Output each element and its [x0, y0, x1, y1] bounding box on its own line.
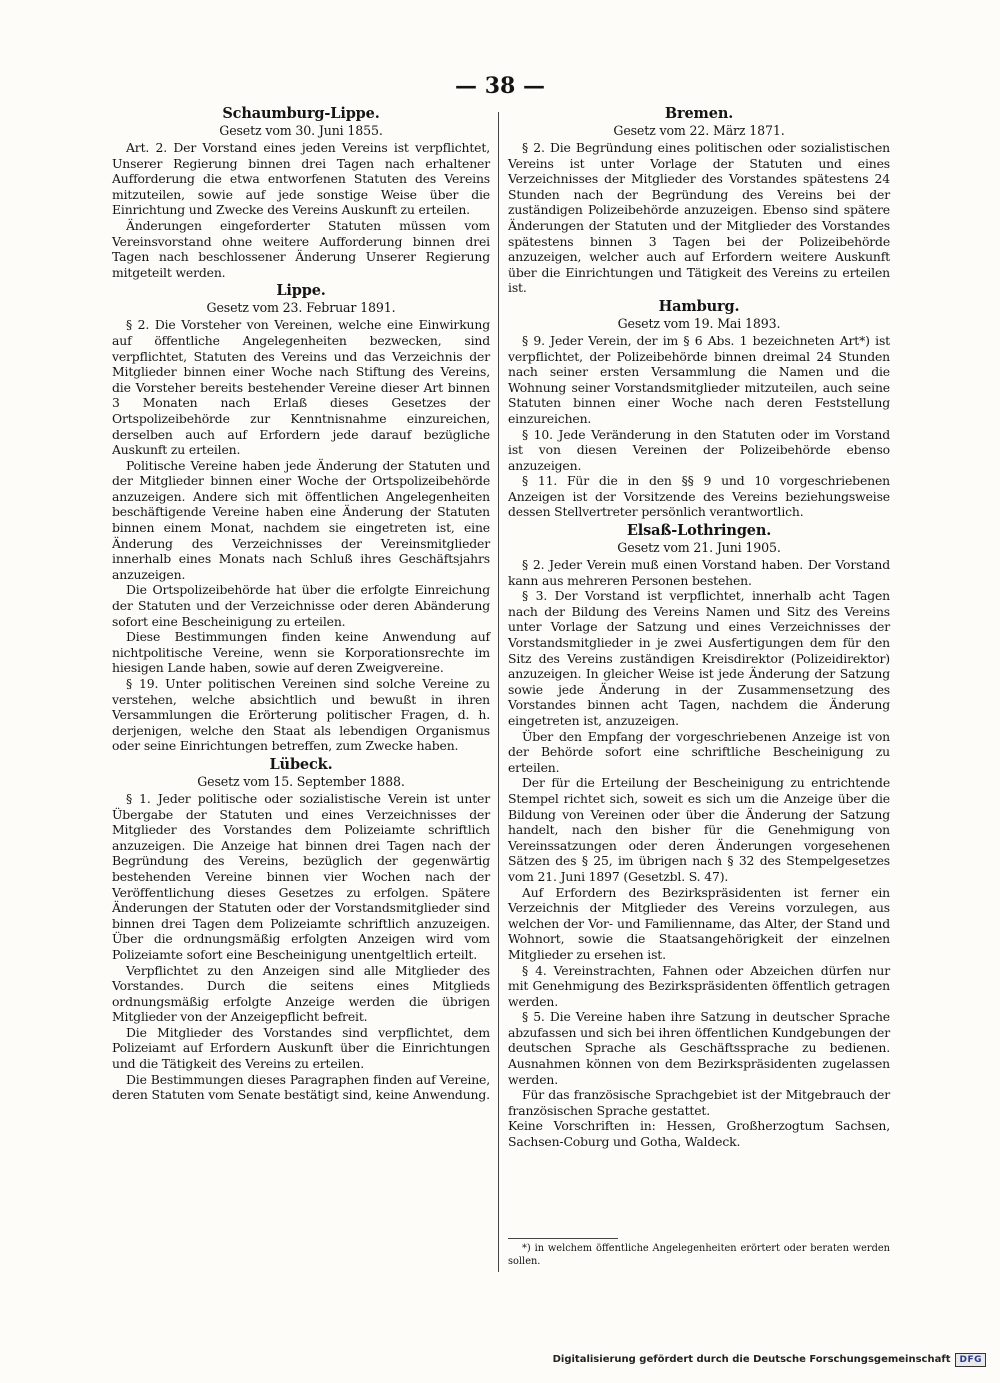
right-column: [508, 103, 890, 1150]
law-reference: Gesetz vom 22. März 1871.: [613, 123, 785, 138]
law-reference: Gesetz vom 21. Juni 1905.: [617, 540, 781, 556]
law-reference: Gesetz vom 23. Februar 1891.: [206, 300, 396, 316]
section-bremen: [508, 105, 890, 296]
law-reference: Gesetz vom 15. September 1888.: [197, 773, 405, 789]
paragraph: Politische Vereine haben jede Änderung der Statuten und der Mitglieder binnen einer Woche der Ortspolizeibehörde anzuzeigen. Andere sich mit öffentlichen Angelegenheiten beschäftigende Vereine haben eine Änderung der Statuten binnen einem Monat, nachdem sie eingetreten ist, eine Änderung des Verzeichnisses der Vereinsmitglieder innerhalb eines Monats nach Schluß ihres Geschäftsjahrs anzuzeigen.: [112, 457, 490, 582]
dfg-logo-icon: [955, 1354, 986, 1365]
section-title: Hamburg.: [658, 297, 740, 315]
paragraph: Die Mitglieder des Vorstandes sind verpflichtet, dem Polizeiamt auf Erfordern Auskunft über die Einrichtungen und die Tätigkeit des Vereins zu erteilen.: [112, 1024, 490, 1072]
paragraph: § 5. Die Vereine haben ihre Satzung in deutscher Sprache abzufassen und sich bei ihren öffentlichen Kundgebungen der deutschen Sprache als Geschäftssprache zu bedienen. Ausnahmen können von dem Bezirkspräsidenten zugelassen werden.: [508, 1009, 890, 1087]
paragraph: § 2. Jeder Verein muß einen Vorstand haben. Der Vorstand kann aus mehreren Personen bestehen.: [508, 557, 890, 588]
paragraph: Verpflichtet zu den Anzeigen sind alle Mitglieder des Vorstandes. Durch die seitens eines Mitglieds ordnungsmäßig erfolgte Anzeige werden die übrigen Mitglieder von der Anzeigepflicht befreit.: [112, 962, 490, 1025]
paragraph: § 3. Der Vorstand ist verpflichtet, innerhalb acht Tagen nach der Bildung des Vereins Namen und Sitz des Vereins unter Vorlage der Satzung und eines Verzeichnisses der Vorstandsmitglieder in je zwei Ausfertigungen dem für den Sitz des Vereins zuständigen Kreisdirektor (Polizeidirektor) anzuzeigen. In gleicher Weise ist jede Änderung der Satzung sowie jede Änderung in der Zusammensetzung des Vorstandes binnen acht Tagen, nachdem die Änderung eingetreten ist, anzuzeigen.: [508, 588, 890, 728]
credit-text: Digitalisierung gefördert durch die Deutsche Forschungsgemeinschaft: [552, 1354, 951, 1365]
law-reference: Gesetz vom 19. Mai 1893.: [617, 315, 781, 331]
paragraph: § 11. Für die in den §§ 9 und 10 vorgeschriebenen Anzeigen ist der Vorsitzende des Vereins beziehungsweise dessen Stellvertreter persönlich verantwortlich.: [508, 473, 890, 520]
section-hamburg: [508, 298, 890, 520]
section-luebeck: [112, 756, 490, 1103]
page-number: — 38 —: [455, 73, 545, 99]
section-title: Lippe.: [276, 282, 326, 300]
paragraph: § 19. Unter politischen Vereinen sind solche Vereine zu verstehen, welche absichtlich und bewußt in ihren Versammlungen die Erörterung politischer Fragen, d. h. derjenigen, welche den Staat als lebendigen Organismus oder seine Einrichtungen betreffen, zum Zwecke haben.: [112, 676, 490, 754]
footnote-rule: [508, 1238, 618, 1239]
paragraph: Diese Bestimmungen finden keine Anwendung auf nichtpolitische Vereine, wenn sie Korporationsrechte im hiesigen Lande haben, sowie auf deren Zweigvereine.: [112, 629, 490, 676]
paragraph: Die Ortspolizeibehörde hat über die erfolgte Einreichung der Statuten und der Verzeichnisse oder deren Abänderung sofort eine Bescheinigung zu erteilen.: [112, 582, 490, 629]
paragraph: Über den Empfang der vorgeschriebenen Anzeige ist von der Behörde sofort eine schriftliche Bescheinigung zu erteilen.: [508, 728, 890, 775]
paragraph: § 1. Jeder politische oder sozialistische Verein ist unter Übergabe der Statuten und eines Verzeichnisses der Mitglieder des Vorstandes dem Polizeiamte schriftlich anzuzeigen. Die Anzeige hat binnen drei Tagen nach der Begründung des Vereins, bezüglich der gegenwärtig bestehenden Vereine binnen vier Wochen nach der Veröffentlichung dieses Gesetzes zu erfolgen. Spätere Änderungen der Statuten oder der Vorstandsmitglieder sind binnen drei Tagen dem Polizeiamte schriftlich anzuzeigen. Über die ordnungsmäßig erfolgten Anzeigen wird vom Polizeiamte sofort eine Bescheinigung unentgeltlich erteilt.: [112, 790, 490, 962]
section-title: Elsaß-Lothringen.: [626, 522, 772, 540]
footnote: [508, 1242, 890, 1268]
closing-note: Keine Vorschriften in: Hessen, Großherzogtum Sachsen, Sachsen-Coburg und Gotha, Waldeck.: [508, 1118, 890, 1150]
paragraph: Die Bestimmungen dieses Paragraphen finden auf Vereine, deren Statuten vom Senate bestätigt sind, keine Anwendung.: [112, 1071, 490, 1103]
paragraph: § 2. Die Begründung eines politischen oder sozialistischen Vereins ist unter Vorlage der Statuten und eines Verzeichnisses der Mitglieder des Vorstandes spätestens 24 Stunden nach der Begründung des Vereins bei der zuständigen Polizeibehörde anzuzeigen. Ebenso sind spätere Änderungen der Statuten und der Mitglieder des Vorstandes spätestens binnen 3 Tagen bei der Polizeibehörde anzuzeigen, welcher auch auf Erfordern weitere Auskunft über die Einrichtungen und Tätigkeit des Vereins zu erteilen ist.: [508, 140, 890, 296]
section-title: Schaumburg-Lippe.: [222, 105, 380, 122]
paragraph: Art. 2. Der Vorstand eines jeden Vereins ist verpflichtet, Unserer Regierung binnen drei Tagen nach erhaltener Aufforderung die etwa entworfenen Statuten des Vereins mitzuteilen, sowie auf jede sonstige Weise über die Einrichtung und Zwecke des Vereins Auskunft zu erteilen.: [112, 140, 490, 218]
section-elsass-lothringen: [508, 522, 890, 1118]
dfg-logo-text: DFG: [955, 1353, 986, 1367]
section-schaumburg-lippe: [112, 105, 490, 280]
footnote-text: *) in welchem öffentliche Angelegenheiten erörtert oder beraten werden sollen.: [508, 1243, 890, 1267]
law-reference: Gesetz vom 30. Juni 1855.: [219, 123, 383, 138]
digitization-credit: [553, 1354, 986, 1365]
paragraph: Der für die Erteilung der Bescheinigung zu entrichtende Stempel richtet sich, soweit es sich um die Anzeige über die Bildung von Vereinen oder über die Änderung der Satzung handelt, nach den bisher für die Genehmigung von Vereinssatzungen oder deren Änderungen vorgesehenen Sätzen des § 25, im übrigen nach § 32 des Stempelgesetzes vom 21. Juni 1897 (Gesetzbl. S. 47).: [508, 775, 890, 884]
paragraph: § 4. Vereinstrachten, Fahnen oder Abzeichen dürfen nur mit Genehmigung des Bezirkspräsidenten öffentlich getragen werden.: [508, 962, 890, 1009]
section-title: Bremen.: [664, 105, 734, 122]
paragraph: § 9. Jeder Verein, der im § 6 Abs. 1 bezeichneten Art*) ist verpflichtet, der Polizeibehörde binnen dreimal 24 Stunden nach seiner ersten Versammlung die Namen und die Wohnung seiner Vorstandsmitglieder mitzuteilen, auch seine Statuten binnen einer Woche nach deren Feststellung einzureichen.: [508, 332, 890, 426]
paragraph: Auf Erfordern des Bezirkspräsidenten ist ferner ein Verzeichnis der Mitglieder des Vereins vorzulegen, aus welchen der Vor- und Familienname, das Alter, der Stand und Wohnort, sowie die Staatsangehörigkeit der einzelnen Mitglieder zu ersehen ist.: [508, 884, 890, 962]
paragraph: Für das französische Sprachgebiet ist der Mitgebrauch der französischen Sprache gestattet.: [508, 1087, 890, 1118]
paragraph: § 2. Die Vorsteher von Vereinen, welche eine Einwirkung auf öffentliche Angelegenheiten bezwecken, sind verpflichtet, Statuten des Vereins und das Verzeichnis der Mitglieder binnen einer Woche nach Stiftung des Vereins, die Vorsteher bereits bestehender Vereine dieser Art binnen 3 Monaten nach Erlaß dieses Gesetzes der Ortspolizeibehörde zur Kenntnisnahme einzureichen, derselben auch auf Erfordern jede darauf bezügliche Auskunft zu erteilen.: [112, 317, 490, 458]
paragraph: Änderungen eingeforderter Statuten müssen vom Vereinsvorstand ohne weitere Aufforderung binnen drei Tagen nach beschlossener Änderung Unserer Regierung mitgeteilt werden.: [112, 217, 490, 280]
column-divider: [498, 112, 499, 1272]
section-lippe: [112, 282, 490, 754]
left-column: [112, 103, 490, 1103]
section-title: Lübeck.: [269, 755, 333, 773]
paragraph: § 10. Jede Veränderung in den Statuten oder im Vorstand ist von diesen Vereinen der Polizeibehörde ebenso anzuzeigen.: [508, 426, 890, 473]
